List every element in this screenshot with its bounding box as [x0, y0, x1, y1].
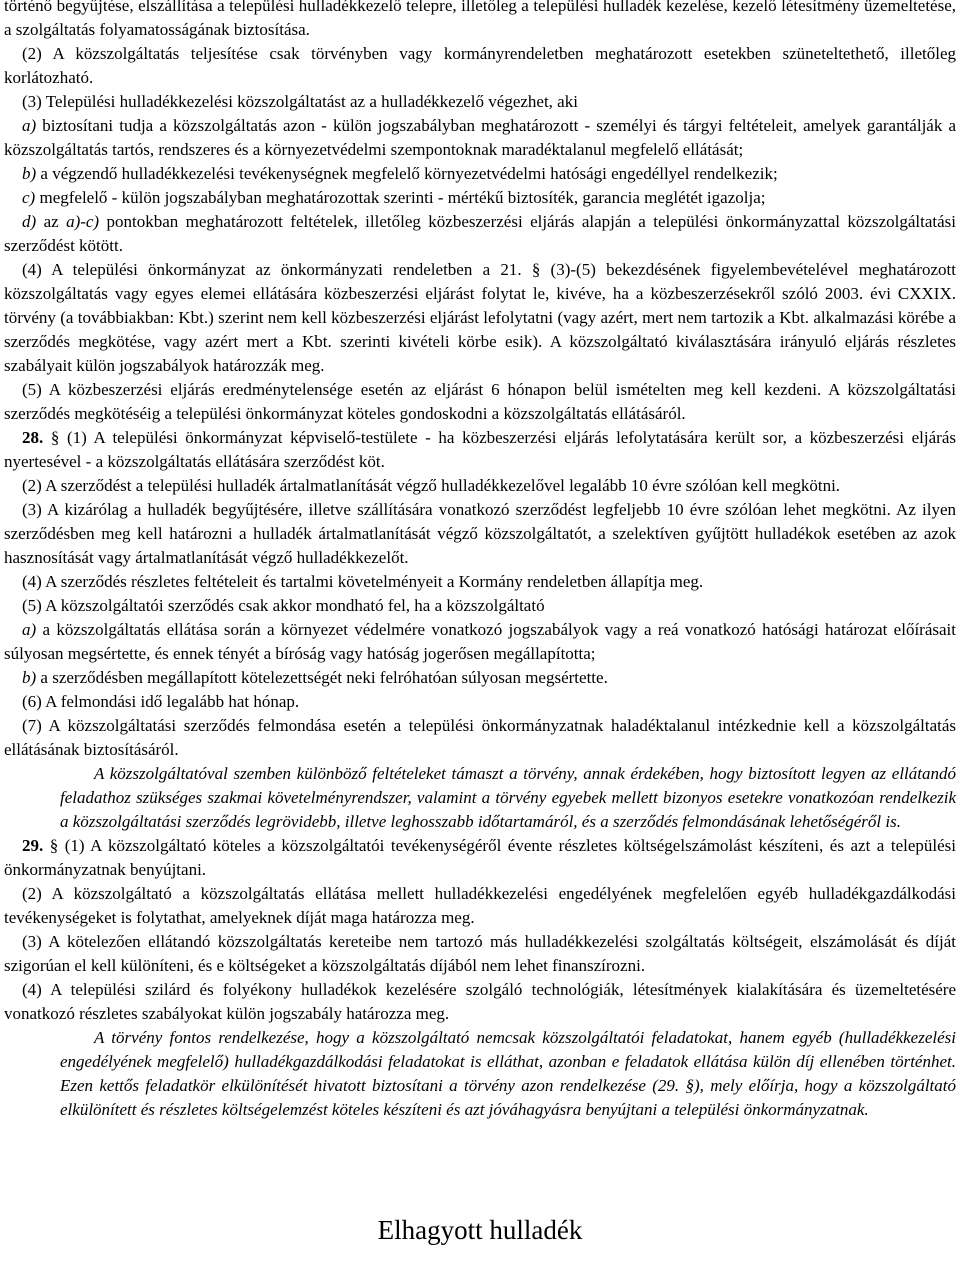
point-marker: b)	[22, 668, 37, 687]
legal-paragraph	[4, 618, 956, 666]
legal-paragraph	[4, 714, 956, 762]
paragraph-text: A törvény fontos rendelkezése, hogy a közszolgáltató nemcsak közszolgáltatói feladatokat, hanem egyéb (hulladékkezelési engedélyének megfelelő) hulladékgazdálkodási feladatokat is elláthat, azonban e feladatok ellátása külön díj ellenében történhet. Ezen kettős feladatkör elkülönítését hivatott biztosítani a törvény azon rendelkezése (29. §), mely előírja, hogy a közszolgáltató elkülönített és részletes költségelemzést köteles készíteni és azt jóváhagyásra benyújtani a települési önkormányzatnak.	[60, 1028, 956, 1119]
legal-paragraph	[4, 210, 956, 258]
legal-paragraph	[4, 930, 956, 978]
legal-paragraph	[4, 378, 956, 426]
legal-paragraph	[4, 690, 956, 714]
paragraph-text: (3) Települési hulladékkezelési közszolgáltatást az a hulladékkezelő végezhet, aki	[22, 92, 578, 111]
point-marker: d)	[22, 212, 37, 231]
paragraph-text: (2) A közszolgáltatás teljesítése csak törvényben vagy kormányrendeletben meghatározott esetekben szüneteltethető, illetőleg korlátozható.	[4, 44, 956, 87]
point-marker: c)	[22, 188, 36, 207]
section-heading: Elhagyott hulladék	[377, 1215, 583, 1245]
legal-paragraph	[4, 474, 956, 498]
paragraph-text: (3) A kötelezően ellátandó közszolgáltatás kereteibe nem tartozó más hulladékkezelési szolgáltatás költségeit, elszámolását és díját szigorúan el kell különíteni, és e költségeket a közszolgáltatás díjából nem lehet finanszírozni.	[4, 932, 956, 975]
section-number: 28.	[22, 428, 44, 447]
paragraph-text: biztosítani tudja a közszolgáltatás azon - külön jogszabályban meghatározott - személyi és tárgyi feltételeit, amelyek garantálják a közszolgáltatás tartós, rendszeres és a környezetvédelmi szempontoknak maradéktalanul megfelelő ellátását;	[4, 116, 956, 159]
legal-paragraph	[4, 426, 956, 474]
paragraph-text: történő begyűjtése, elszállítása a települési hulladékkezelő telepre, illetőleg a települési hulladék kezelése, kezelő létesítmény üzemeltetése, a szolgáltatás folyamatosságának biztosítása.	[4, 0, 956, 39]
paragraph-text: a közszolgáltatás ellátása során a környezet védelmére vonatkozó jogszabályok vagy a reá vonatkozó hatósági határozat előírásait súlyosan megsértette, és ennek tényét a bíróság vagy hatóság jogerősen megállapította;	[4, 620, 956, 663]
legal-paragraph	[4, 570, 956, 594]
paragraph-text: az	[36, 212, 67, 231]
commentary-paragraph	[4, 762, 956, 834]
paragraph-text: (2) A szerződést a települési hulladék ártalmatlanítását végző hulladékkezelővel legalább 10 évre szólóan kell megkötni.	[22, 476, 841, 495]
legal-paragraph	[4, 498, 956, 570]
paragraph-text: (4) A települési szilárd és folyékony hulladékok kezelésére szolgáló technológiák, létesítmények kialakítására és üzemeltetésére vonatkozó részletes szabályokat külön jogszabály határozza meg.	[4, 980, 956, 1023]
point-marker: a)-c)	[66, 212, 100, 231]
paragraph-text: (4) A szerződés részletes feltételeit és tartalmi követelményeit a Kormány rendeletben állapítja meg.	[22, 572, 704, 591]
paragraph-text: (3) A kizárólag a hulladék begyűjtésére, illetve szállítására vonatkozó szerződést legfeljebb 10 évre szólóan lehet megkötni. Az ilyen szerződésben meg kell határozni a hulladék ártalmatlanítását végző közszolgáltatót, a szelektíven gyűjtött hulladékok esetében az azok hasznosítását vagy ártalmatlanítását végző hulladékkezelőt.	[4, 500, 956, 567]
legal-paragraph	[4, 666, 956, 690]
section-number: 29.	[22, 836, 44, 855]
legal-paragraph	[4, 90, 956, 114]
paragraph-text: (2) A közszolgáltató a közszolgáltatás ellátása mellett hulladékkezelési engedélyének megfelelően egyéb hulladékgazdálkodási tevékenységeket is folytathat, amelyeknek díját maga határozza meg.	[4, 884, 956, 927]
legal-paragraph	[4, 258, 956, 378]
paragraph-text: a végzendő hulladékkezelési tevékenységnek megfelelő környezetvédelmi hatósági engedéllyel rendelkezik;	[36, 164, 778, 183]
paragraph-text: A közszolgáltatóval szemben különböző feltételeket támaszt a törvény, annak érdekében, hogy biztosított legyen az ellátandó feladathoz szükséges szakmai követelményrendszer, valamint a törvény egyebek mellett bizonyos esetekre vonatkozóan rendelkezik a közszolgáltatási szerződés legrövidebb, illetve leghosszabb időtartamáról, és a szerződés felmondásának lehetőségéről is.	[60, 764, 956, 831]
legal-paragraph	[4, 882, 956, 930]
legal-paragraph	[4, 978, 956, 1026]
paragraph-text: (5) A közbeszerzési eljárás eredménytelensége esetén az eljárást 6 hónapon belül ismételten meg kell kezdeni. A közszolgáltatási szerződés megkötéséig a települési önkormányzat köteles gondoskodni a közszolgáltatás ellátásáról.	[4, 380, 956, 423]
paragraph-text: a szerződésben megállapított kötelezettségét neki felróhatóan súlyosan megsértette.	[36, 668, 608, 687]
point-marker: a)	[22, 620, 37, 639]
legal-paragraph	[4, 186, 956, 210]
paragraph-text: § (1) A települési önkormányzat képviselő-testülete - ha közbeszerzési eljárás lefolytatására került sor, a közbeszerzési eljárás nyertesével - a közszolgáltatás ellátására szerződést köt.	[4, 428, 956, 471]
legal-paragraph	[4, 594, 956, 618]
legal-paragraph	[4, 0, 956, 42]
legal-paragraph	[4, 42, 956, 90]
point-marker: a)	[22, 116, 37, 135]
legal-paragraph	[4, 114, 956, 162]
paragraph-text: (6) A felmondási idő legalább hat hónap.	[22, 692, 300, 711]
paragraph-text: pontokban meghatározott feltételek, illetőleg közbeszerzési eljárás alapján a települési önkormányzattal közszolgáltatási szerződést kötött.	[4, 212, 956, 255]
paragraph-text: (5) A közszolgáltatói szerződés csak akkor mondható fel, ha a közszolgáltató	[22, 596, 545, 615]
legal-paragraph	[4, 834, 956, 882]
legal-paragraph	[4, 162, 956, 186]
commentary-paragraph	[4, 1026, 956, 1122]
paragraph-text: megfelelő - külön jogszabályban meghatározottak szerinti - mértékű biztosíték, garancia meglétét igazolja;	[35, 188, 766, 207]
point-marker: b)	[22, 164, 37, 183]
paragraph-text: § (1) A közszolgáltató köteles a közszolgáltatói tevékenységéről évente részletes költségelszámolást készíteni, és azt a települési önkormányzatnak benyújtani.	[4, 836, 956, 879]
document-body	[4, 0, 956, 1122]
paragraph-text: (7) A közszolgáltatási szerződés felmondása esetén a települési önkormányzatnak haladéktalanul intézkednie kell a közszolgáltatás ellátásának biztosításáról.	[4, 716, 956, 759]
paragraph-text: (4) A települési önkormányzat az önkormányzati rendeletben a 21. § (3)-(5) bekezdésének figyelembevételével meghatározott közszolgáltatás vagy egyes elemei ellátására közbeszerzési eljárást folytat le, kivéve, ha a közbeszerzésekről szóló 2003. évi CXXIX. törvény (a továbbiakban: Kbt.) szerint nem kell közbeszerzési eljárást lefolytatni (vagy azért, mert nem tartozik a Kbt. alkalmazási körébe a szerződés megkötése, vagy azért mert a Kbt. szerinti kivételi körbe esik). A közszolgáltató kiválasztására irányuló eljárás részletes szabályait külön jogszabályok határozzák meg.	[4, 260, 956, 375]
